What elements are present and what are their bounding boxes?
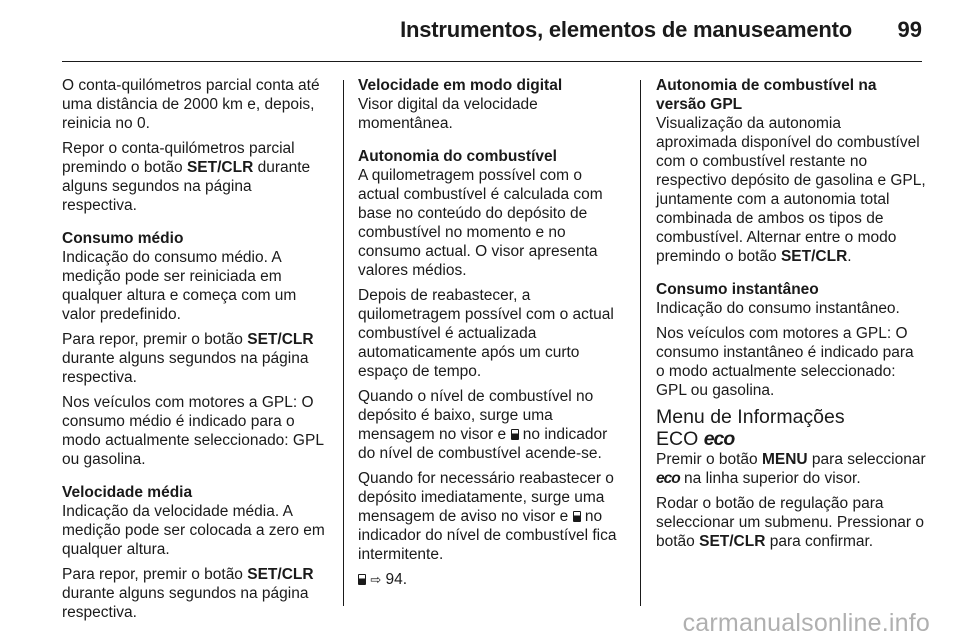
section-heading: Consumo instantâneo [656, 281, 819, 298]
section-heading: Velocidade em modo digital [358, 77, 563, 94]
section-heading: Autonomia de combustível na versão GPL [656, 77, 877, 113]
button-name: SET/CLR [247, 331, 314, 348]
paragraph: Visor digital da velocidade momentânea. [358, 96, 538, 132]
paragraph: Quando o nível de combustível no depósito é baixo, surge uma mensagem no visor e no indicador do nível de combustível acende-se. [358, 388, 608, 462]
paragraph: Depois de reabastecer, a quilometragem possível com o actual combustível é actualizada automaticamente após um curto espaço de tempo. [358, 287, 614, 380]
paragraph: Repor o conta-quilómetros parcial premindo o botão SET/CLR durante alguns segundos na página respectiva. [62, 140, 311, 214]
paragraph: Para repor, premir o botão SET/CLR durante alguns segundos na página respectiva. [62, 566, 314, 621]
reference-page: 94. [381, 571, 408, 588]
column-divider-2 [640, 80, 641, 606]
column-2 [358, 76, 626, 595]
paragraph: O conta-quilómetros parcial conta até uma distância de 2000 km e, depois, reinicia no 0. [62, 77, 320, 132]
eco-icon: eco [703, 428, 735, 450]
paragraph: Quando for necessário reabastecer o depósito imediatamente, surge uma mensagem de aviso no visor e no indicador do nível de combustível fica intermitente. [358, 470, 617, 563]
paragraph: Premir o botão MENU para seleccionar eco na linha superior do visor. [656, 451, 926, 487]
page-number: 99 [897, 17, 922, 42]
button-name: SET/CLR [247, 566, 314, 583]
column-divider-1 [343, 80, 344, 606]
section-heading: Autonomia do combustível [358, 148, 557, 165]
paragraph: Visualização da autonomia aproximada disponível do combustível com o combustível restante no respectivo depósito de gasolina e GPL, juntamente com a autonomia total combinada de ambos os tipos de combustível. Alternar entre o modo premindo o botão SET/CLR. [656, 115, 926, 265]
column-3 [656, 76, 926, 557]
paragraph: A quilometragem possível com o actual combustível é calculada com base no conteúdo do depósito de combustível no momento e no consumo actual. O visor apresenta valores médios. [358, 167, 603, 279]
paragraph: Indicação do consumo instantâneo. [656, 300, 900, 317]
cross-reference [358, 570, 626, 589]
page-title: Instrumentos, elementos de manuseamento [400, 17, 852, 42]
button-name: SET/CLR [780, 248, 848, 265]
paragraph: Rodar o botão de regulação para seleccionar um submenu. Pressionar o botão SET/CLR para confirmar. [656, 495, 924, 550]
fuel-pump-icon [511, 429, 519, 440]
fuel-pump-icon [358, 574, 366, 585]
fuel-pump-icon [573, 511, 581, 522]
section-heading: Consumo médio [62, 230, 184, 247]
paragraph: Indicação da velocidade média. A medição pode ser colocada a zero em qualquer altura. [62, 503, 325, 558]
paragraph: Nos veículos com motores a GPL: O consumo instantâneo é indicado para o modo actualmente seleccionado: GPL ou gasolina. [656, 325, 914, 399]
paragraph: Nos veículos com motores a GPL: O consumo médio é indicado para o modo actualmente seleccionado: GPL ou gasolina. [62, 394, 324, 468]
reference-arrow-icon: ⇨ [370, 572, 382, 587]
paragraph: Indicação do consumo médio. A medição pode ser reiniciada em qualquer altura e começa com um valor predefinido. [62, 249, 297, 323]
major-heading: Menu de Informações ECO eco [656, 406, 845, 450]
eco-icon: eco [656, 470, 680, 487]
page-header [0, 0, 960, 64]
column-1 [62, 76, 330, 628]
section-heading: Velocidade média [62, 484, 193, 501]
button-name: SET/CLR [699, 533, 766, 550]
paragraph: Para repor, premir o botão SET/CLR durante alguns segundos na página respectiva. [62, 331, 314, 386]
button-name: MENU [761, 451, 808, 468]
header-divider [62, 61, 922, 62]
watermark: carmanualsonline.info [682, 609, 930, 637]
button-name: SET/CLR [186, 159, 254, 176]
